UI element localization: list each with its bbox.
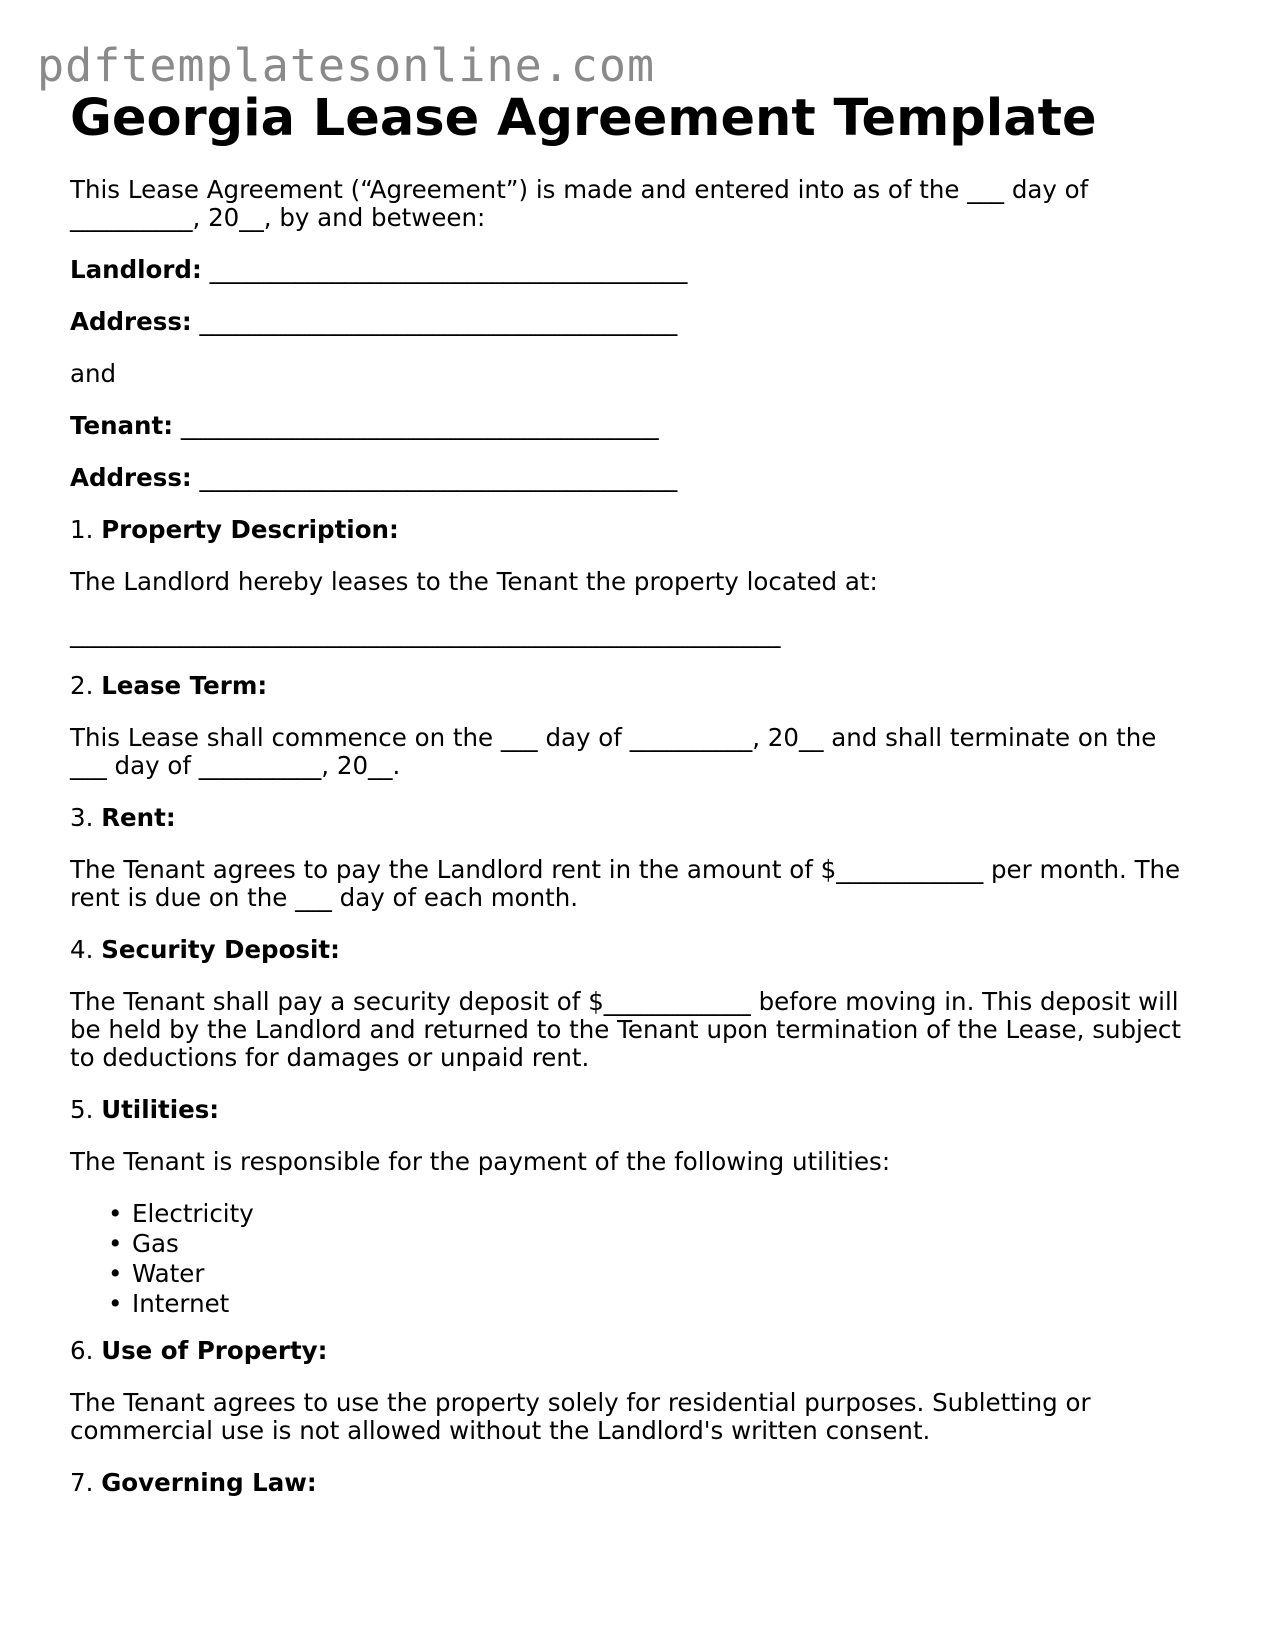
section-use-title: Use of Property: xyxy=(101,1336,328,1365)
section-use-number: 6. xyxy=(70,1336,94,1365)
section-property-number: 1. xyxy=(70,515,94,544)
landlord-field xyxy=(70,255,687,285)
tenant-blank[interactable]: _______________________________________ xyxy=(180,411,659,440)
landlord-label: Landlord: xyxy=(70,255,202,284)
section-use-heading xyxy=(70,1336,327,1366)
section-deposit-number: 4. xyxy=(70,935,94,964)
utility-internet: Internet xyxy=(132,1289,230,1318)
intro-line-2: __________, 20__, by and between: xyxy=(70,203,486,232)
section-term-number: 2. xyxy=(70,671,94,700)
section-law-title: Governing Law: xyxy=(101,1468,317,1497)
section-rent-line-2: rent is due on the ___ day of each month. xyxy=(70,883,579,912)
section-deposit-title: Security Deposit: xyxy=(101,935,340,964)
watermark: pdftemplatesonline.com xyxy=(37,39,656,92)
section-use-line-2: commercial use is not allowed without the Landlord's written consent. xyxy=(70,1416,931,1445)
section-law-heading xyxy=(70,1468,317,1498)
list-item xyxy=(108,1289,254,1319)
section-property-heading xyxy=(70,515,399,545)
section-deposit-line-2: be held by the Landlord and returned to the Tenant upon termination of the Lease, subject xyxy=(70,1015,1181,1044)
tenant-address-blank[interactable]: _______________________________________ xyxy=(199,463,678,492)
utility-water: Water xyxy=(132,1259,205,1288)
tenant-label: Tenant: xyxy=(70,411,174,440)
property-address-blank[interactable]: __________________________________________________________ xyxy=(70,619,781,648)
section-utilities-number: 5. xyxy=(70,1095,94,1124)
bullet-icon: • xyxy=(108,1229,123,1258)
landlord-address-blank[interactable]: _______________________________________ xyxy=(199,307,678,336)
utilities-list xyxy=(108,1199,254,1319)
utility-gas: Gas xyxy=(132,1229,179,1258)
intro-line-1: This Lease Agreement (“Agreement”) is made and entered into as of the ___ day of xyxy=(70,175,1089,204)
landlord-address-label: Address: xyxy=(70,307,192,336)
tenant-address-label: Address: xyxy=(70,463,192,492)
section-utilities-title: Utilities: xyxy=(101,1095,220,1124)
section-utilities-text: The Tenant is responsible for the payment of the following utilities: xyxy=(70,1147,891,1176)
landlord-address-field xyxy=(70,307,677,337)
section-term-heading xyxy=(70,671,267,701)
bullet-icon: • xyxy=(108,1289,123,1318)
section-property-text: The Landlord hereby leases to the Tenant the property located at: xyxy=(70,567,878,596)
list-item xyxy=(108,1259,254,1289)
bullet-icon: • xyxy=(108,1259,123,1288)
section-rent-number: 3. xyxy=(70,803,94,832)
section-rent-heading xyxy=(70,803,176,833)
section-property-title: Property Description: xyxy=(101,515,399,544)
section-utilities-heading xyxy=(70,1095,219,1125)
section-deposit-heading xyxy=(70,935,340,965)
tenant-field xyxy=(70,411,659,441)
section-term-title: Lease Term: xyxy=(101,671,268,700)
utility-electricity: Electricity xyxy=(132,1199,254,1228)
and-text: and xyxy=(70,359,117,388)
section-law-number: 7. xyxy=(70,1468,94,1497)
section-rent-title: Rent: xyxy=(101,803,176,832)
section-rent-line-1: The Tenant agrees to pay the Landlord rent in the amount of $____________ per month. The xyxy=(70,855,1181,884)
document-title: Georgia Lease Agreement Template xyxy=(70,89,1097,148)
section-term-line-2: ___ day of __________, 20__. xyxy=(70,751,401,780)
list-item xyxy=(108,1229,254,1259)
landlord-blank[interactable]: _______________________________________ xyxy=(209,255,688,284)
list-item xyxy=(108,1199,254,1229)
section-deposit-line-1: The Tenant shall pay a security deposit of $____________ before moving in. This deposit will xyxy=(70,987,1179,1016)
section-deposit-line-3: to deductions for damages or unpaid rent. xyxy=(70,1043,590,1072)
section-use-line-1: The Tenant agrees to use the property solely for residential purposes. Subletting or xyxy=(70,1388,1091,1417)
tenant-address-field xyxy=(70,463,677,493)
bullet-icon: • xyxy=(108,1199,123,1228)
section-term-line-1: This Lease shall commence on the ___ day of __________, 20__ and shall terminate on the xyxy=(70,723,1157,752)
